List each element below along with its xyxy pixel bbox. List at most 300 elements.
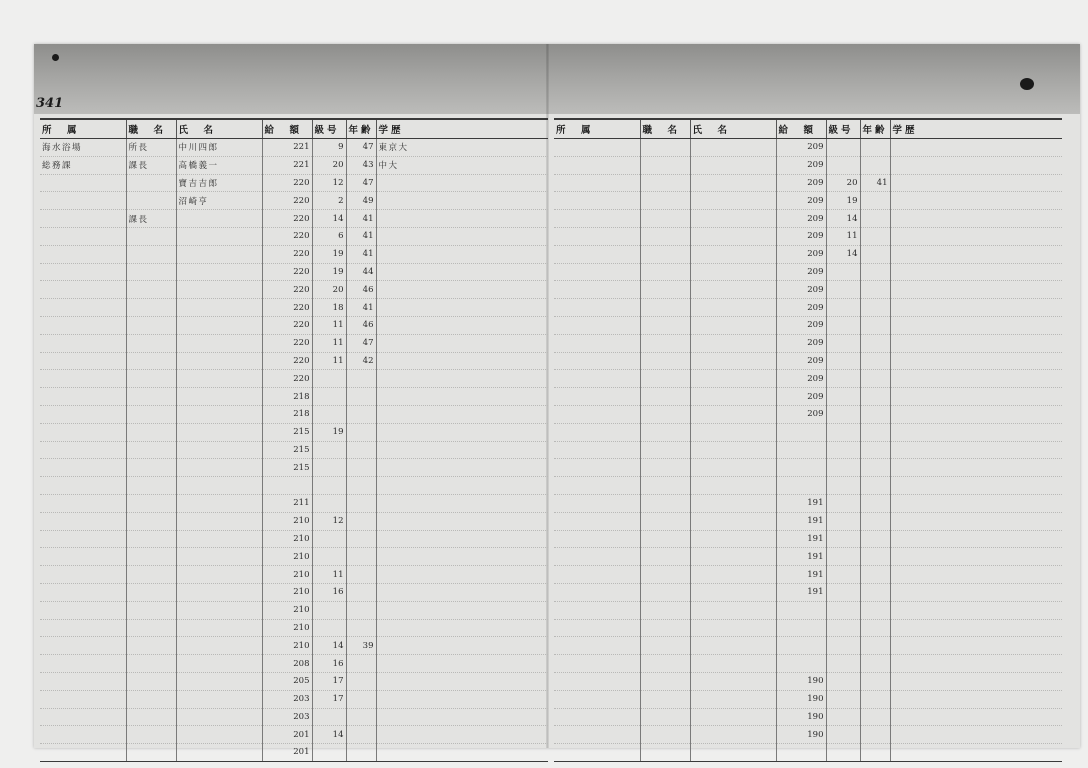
cell-grade	[826, 619, 860, 637]
table-row	[40, 672, 548, 690]
cell-name	[176, 388, 262, 406]
cell-grade	[826, 726, 860, 744]
cell-age	[860, 441, 890, 459]
cell-affiliation	[554, 370, 640, 388]
cell-education	[376, 388, 548, 406]
cell-grade: 18	[312, 299, 346, 317]
cell-title: 課長	[126, 210, 176, 228]
cell-grade	[826, 281, 860, 299]
col-header-affiliation: 所 属	[40, 119, 126, 139]
cell-salary: 209	[776, 263, 826, 281]
cell-education	[890, 512, 1062, 530]
table-row	[40, 459, 548, 477]
cell-salary: 205	[262, 672, 312, 690]
cell-grade: 11	[312, 316, 346, 334]
cell-name	[690, 210, 776, 228]
cell-affiliation	[554, 174, 640, 192]
cell-name	[176, 370, 262, 388]
cell-grade: 9	[312, 139, 346, 157]
binding-band	[34, 44, 1080, 114]
cell-title	[640, 477, 690, 495]
cell-name	[176, 334, 262, 352]
cell-title	[126, 583, 176, 601]
table-row	[554, 477, 1062, 495]
cell-age	[860, 299, 890, 317]
table-row	[40, 316, 548, 334]
cell-education	[890, 281, 1062, 299]
cell-age	[860, 370, 890, 388]
table-row	[554, 174, 1062, 192]
cell-name	[690, 566, 776, 584]
cell-affiliation	[554, 512, 640, 530]
cell-affiliation	[40, 334, 126, 352]
cell-affiliation	[40, 583, 126, 601]
cell-title	[640, 210, 690, 228]
col-header-education: 学歴	[890, 119, 1062, 139]
cell-education	[376, 690, 548, 708]
cell-affiliation	[554, 744, 640, 762]
cell-education	[376, 299, 548, 317]
cell-education	[890, 494, 1062, 512]
cell-age	[346, 690, 376, 708]
cell-affiliation	[554, 316, 640, 334]
cell-affiliation	[40, 512, 126, 530]
cell-affiliation	[554, 459, 640, 477]
cell-title	[640, 459, 690, 477]
cell-salary	[776, 441, 826, 459]
table-row	[40, 299, 548, 317]
cell-age	[346, 423, 376, 441]
cell-salary: 209	[776, 281, 826, 299]
cell-salary: 201	[262, 744, 312, 762]
cell-salary: 209	[776, 174, 826, 192]
cell-affiliation	[554, 494, 640, 512]
cell-age	[860, 726, 890, 744]
cell-salary: 190	[776, 726, 826, 744]
cell-title: 課長	[126, 156, 176, 174]
cell-salary	[776, 655, 826, 673]
cell-education: 中大	[376, 156, 548, 174]
cell-title	[640, 423, 690, 441]
cell-salary: 191	[776, 494, 826, 512]
cell-education	[890, 263, 1062, 281]
cell-title	[640, 583, 690, 601]
cell-name	[690, 512, 776, 530]
cell-affiliation	[40, 619, 126, 637]
cell-education	[376, 601, 548, 619]
cell-grade	[826, 583, 860, 601]
punch-hole-right	[1020, 78, 1034, 90]
cell-education	[890, 316, 1062, 334]
cell-education	[376, 405, 548, 423]
cell-salary: 220	[262, 210, 312, 228]
cell-education	[376, 334, 548, 352]
cell-salary: 209	[776, 334, 826, 352]
cell-salary: 220	[262, 316, 312, 334]
cell-salary: 190	[776, 708, 826, 726]
cell-salary	[262, 477, 312, 495]
cell-name	[690, 139, 776, 157]
cell-salary: 215	[262, 441, 312, 459]
table-row	[40, 441, 548, 459]
cell-education	[890, 299, 1062, 317]
cell-title	[640, 548, 690, 566]
cell-salary: 210	[262, 583, 312, 601]
cell-grade	[312, 388, 346, 406]
cell-name	[690, 726, 776, 744]
cell-affiliation	[40, 388, 126, 406]
cell-age	[860, 210, 890, 228]
cell-age: 47	[346, 174, 376, 192]
cell-name	[176, 441, 262, 459]
cell-age	[346, 619, 376, 637]
cell-age: 41	[860, 174, 890, 192]
table-row	[40, 726, 548, 744]
cell-name	[176, 566, 262, 584]
cell-salary: 190	[776, 672, 826, 690]
cell-salary: 209	[776, 192, 826, 210]
cell-salary: 203	[262, 708, 312, 726]
cell-name	[690, 619, 776, 637]
cell-grade	[312, 477, 346, 495]
cell-age	[346, 512, 376, 530]
col-header-title: 職 名	[640, 119, 690, 139]
cell-affiliation	[554, 441, 640, 459]
table-row	[40, 245, 548, 263]
cell-affiliation	[40, 192, 126, 210]
cell-title	[640, 619, 690, 637]
cell-salary: 209	[776, 352, 826, 370]
cell-title	[640, 441, 690, 459]
ledger-table-right	[554, 118, 1062, 762]
cell-affiliation	[40, 263, 126, 281]
cell-education	[890, 601, 1062, 619]
cell-grade	[826, 441, 860, 459]
table-row	[554, 708, 1062, 726]
cell-salary: 210	[262, 601, 312, 619]
table-row	[554, 530, 1062, 548]
cell-affiliation	[554, 708, 640, 726]
page-number: 341	[36, 96, 64, 111]
cell-education	[890, 139, 1062, 157]
cell-name	[690, 334, 776, 352]
cell-salary: 210	[262, 637, 312, 655]
cell-title	[640, 263, 690, 281]
table-row	[554, 637, 1062, 655]
cell-name	[690, 548, 776, 566]
cell-grade	[826, 512, 860, 530]
cell-affiliation	[554, 334, 640, 352]
cell-grade	[826, 352, 860, 370]
cell-name	[176, 494, 262, 512]
cell-affiliation: 総務課	[40, 156, 126, 174]
cell-affiliation	[40, 316, 126, 334]
cell-salary: 220	[262, 281, 312, 299]
cell-education	[376, 263, 548, 281]
cell-salary: 220	[262, 174, 312, 192]
cell-name	[690, 690, 776, 708]
cell-title	[640, 370, 690, 388]
cell-salary: 208	[262, 655, 312, 673]
cell-age	[346, 477, 376, 495]
cell-name	[176, 530, 262, 548]
ledger-table-left	[40, 118, 548, 762]
cell-age	[860, 548, 890, 566]
cell-affiliation	[40, 210, 126, 228]
cell-education	[890, 423, 1062, 441]
cell-grade: 14	[826, 210, 860, 228]
cell-age	[860, 405, 890, 423]
table-row	[40, 619, 548, 637]
table-row	[40, 583, 548, 601]
cell-age	[346, 601, 376, 619]
table-row	[554, 210, 1062, 228]
cell-name	[690, 459, 776, 477]
cell-affiliation	[554, 263, 640, 281]
cell-salary: 210	[262, 548, 312, 566]
table-row	[554, 423, 1062, 441]
cell-name: 中川四郎	[176, 139, 262, 157]
table-row	[554, 583, 1062, 601]
cell-title	[126, 174, 176, 192]
cell-education	[376, 672, 548, 690]
cell-education	[890, 192, 1062, 210]
cell-title	[126, 530, 176, 548]
cell-name	[690, 477, 776, 495]
ledger-right-page	[554, 118, 1062, 738]
cell-age: 41	[346, 245, 376, 263]
cell-grade: 16	[312, 583, 346, 601]
cell-grade: 17	[312, 672, 346, 690]
cell-grade	[826, 548, 860, 566]
cell-age	[860, 423, 890, 441]
cell-age	[346, 655, 376, 673]
cell-title	[640, 316, 690, 334]
cell-age	[860, 744, 890, 762]
cell-affiliation: 海水浴場	[40, 139, 126, 157]
cell-title	[126, 441, 176, 459]
cell-grade: 19	[312, 423, 346, 441]
cell-age: 47	[346, 334, 376, 352]
table-row	[554, 655, 1062, 673]
cell-name	[690, 352, 776, 370]
cell-salary: 203	[262, 690, 312, 708]
cell-education	[376, 530, 548, 548]
cell-age	[860, 583, 890, 601]
cell-affiliation	[40, 566, 126, 584]
cell-grade: 6	[312, 227, 346, 245]
cell-title	[640, 334, 690, 352]
cell-salary: 191	[776, 566, 826, 584]
cell-grade: 20	[826, 174, 860, 192]
table-row	[40, 601, 548, 619]
cell-age: 44	[346, 263, 376, 281]
cell-affiliation	[40, 405, 126, 423]
cell-age	[860, 637, 890, 655]
table-row	[554, 512, 1062, 530]
cell-grade	[312, 370, 346, 388]
cell-affiliation	[554, 619, 640, 637]
cell-name	[690, 281, 776, 299]
cell-age	[860, 530, 890, 548]
table-row	[554, 245, 1062, 263]
table-row	[40, 477, 548, 495]
cell-title	[126, 494, 176, 512]
cell-title	[640, 192, 690, 210]
cell-title	[640, 566, 690, 584]
cell-salary: 191	[776, 583, 826, 601]
table-row	[554, 316, 1062, 334]
cell-age: 42	[346, 352, 376, 370]
cell-age: 41	[346, 299, 376, 317]
table-row	[554, 690, 1062, 708]
cell-name	[690, 655, 776, 673]
cell-salary: 209	[776, 156, 826, 174]
cell-grade	[312, 530, 346, 548]
cell-education	[890, 334, 1062, 352]
cell-name	[690, 405, 776, 423]
cell-age	[860, 672, 890, 690]
cell-age	[346, 388, 376, 406]
table-row	[554, 441, 1062, 459]
table-row	[40, 423, 548, 441]
col-header-name: 氏 名	[690, 119, 776, 139]
cell-title	[126, 334, 176, 352]
cell-affiliation	[40, 494, 126, 512]
cell-salary: 209	[776, 388, 826, 406]
cell-title	[126, 192, 176, 210]
cell-age	[860, 494, 890, 512]
cell-education	[376, 726, 548, 744]
cell-affiliation	[554, 601, 640, 619]
cell-education	[890, 459, 1062, 477]
cell-age	[346, 405, 376, 423]
cell-age	[860, 388, 890, 406]
cell-title	[640, 494, 690, 512]
cell-education	[376, 423, 548, 441]
table-row	[554, 227, 1062, 245]
cell-grade	[312, 601, 346, 619]
table-row	[40, 744, 548, 762]
cell-education	[376, 192, 548, 210]
cell-age	[346, 566, 376, 584]
cell-affiliation	[40, 174, 126, 192]
cell-age	[860, 690, 890, 708]
cell-education	[376, 655, 548, 673]
cell-title: 所長	[126, 139, 176, 157]
cell-salary: 209	[776, 245, 826, 263]
cell-salary: 210	[262, 619, 312, 637]
cell-age: 46	[346, 281, 376, 299]
cell-affiliation	[554, 352, 640, 370]
cell-age	[860, 655, 890, 673]
cell-title	[640, 299, 690, 317]
cell-salary	[776, 637, 826, 655]
table-row	[554, 352, 1062, 370]
cell-salary: 209	[776, 299, 826, 317]
cell-age	[346, 494, 376, 512]
cell-title	[126, 566, 176, 584]
table-row	[40, 210, 548, 228]
cell-grade	[312, 619, 346, 637]
cell-name	[176, 245, 262, 263]
cell-name	[690, 388, 776, 406]
cell-title	[640, 530, 690, 548]
cell-name	[690, 601, 776, 619]
table-row	[40, 530, 548, 548]
cell-grade	[826, 423, 860, 441]
cell-name	[176, 548, 262, 566]
cell-grade	[312, 744, 346, 762]
cell-salary: 209	[776, 210, 826, 228]
cell-grade	[826, 316, 860, 334]
col-header-salary: 給 額	[262, 119, 312, 139]
cell-title	[640, 156, 690, 174]
cell-name	[176, 619, 262, 637]
cell-grade: 19	[312, 245, 346, 263]
cell-affiliation	[40, 227, 126, 245]
cell-grade	[826, 744, 860, 762]
cell-affiliation	[554, 477, 640, 495]
table-row	[40, 174, 548, 192]
cell-education	[376, 548, 548, 566]
cell-name	[176, 690, 262, 708]
table-row	[40, 263, 548, 281]
cell-age	[860, 619, 890, 637]
cell-grade	[826, 334, 860, 352]
cell-grade	[826, 263, 860, 281]
cell-education	[890, 210, 1062, 228]
header-row	[40, 119, 548, 139]
cell-affiliation	[554, 690, 640, 708]
cell-name	[690, 370, 776, 388]
cell-education: 東京大	[376, 139, 548, 157]
table-row	[554, 263, 1062, 281]
cell-education	[890, 388, 1062, 406]
cell-salary: 210	[262, 566, 312, 584]
cell-salary: 220	[262, 334, 312, 352]
cell-title	[640, 744, 690, 762]
cell-affiliation	[554, 299, 640, 317]
cell-grade	[826, 530, 860, 548]
cell-name	[176, 352, 262, 370]
cell-affiliation	[554, 583, 640, 601]
cell-title	[640, 655, 690, 673]
punch-hole-left	[52, 54, 59, 61]
cell-salary: 191	[776, 530, 826, 548]
table-row	[40, 494, 548, 512]
cell-name	[176, 299, 262, 317]
col-header-grade: 級号	[826, 119, 860, 139]
cell-education	[890, 477, 1062, 495]
cell-title	[640, 281, 690, 299]
cell-grade	[826, 672, 860, 690]
cell-salary: 221	[262, 156, 312, 174]
cell-name	[690, 299, 776, 317]
cell-name	[176, 637, 262, 655]
cell-salary: 191	[776, 548, 826, 566]
table-row	[40, 352, 548, 370]
cell-education	[890, 619, 1062, 637]
cell-affiliation	[40, 459, 126, 477]
cell-title	[640, 637, 690, 655]
table-row	[40, 370, 548, 388]
cell-age: 46	[346, 316, 376, 334]
cell-age: 39	[346, 637, 376, 655]
cell-name	[690, 156, 776, 174]
cell-age	[346, 583, 376, 601]
cell-affiliation	[40, 637, 126, 655]
